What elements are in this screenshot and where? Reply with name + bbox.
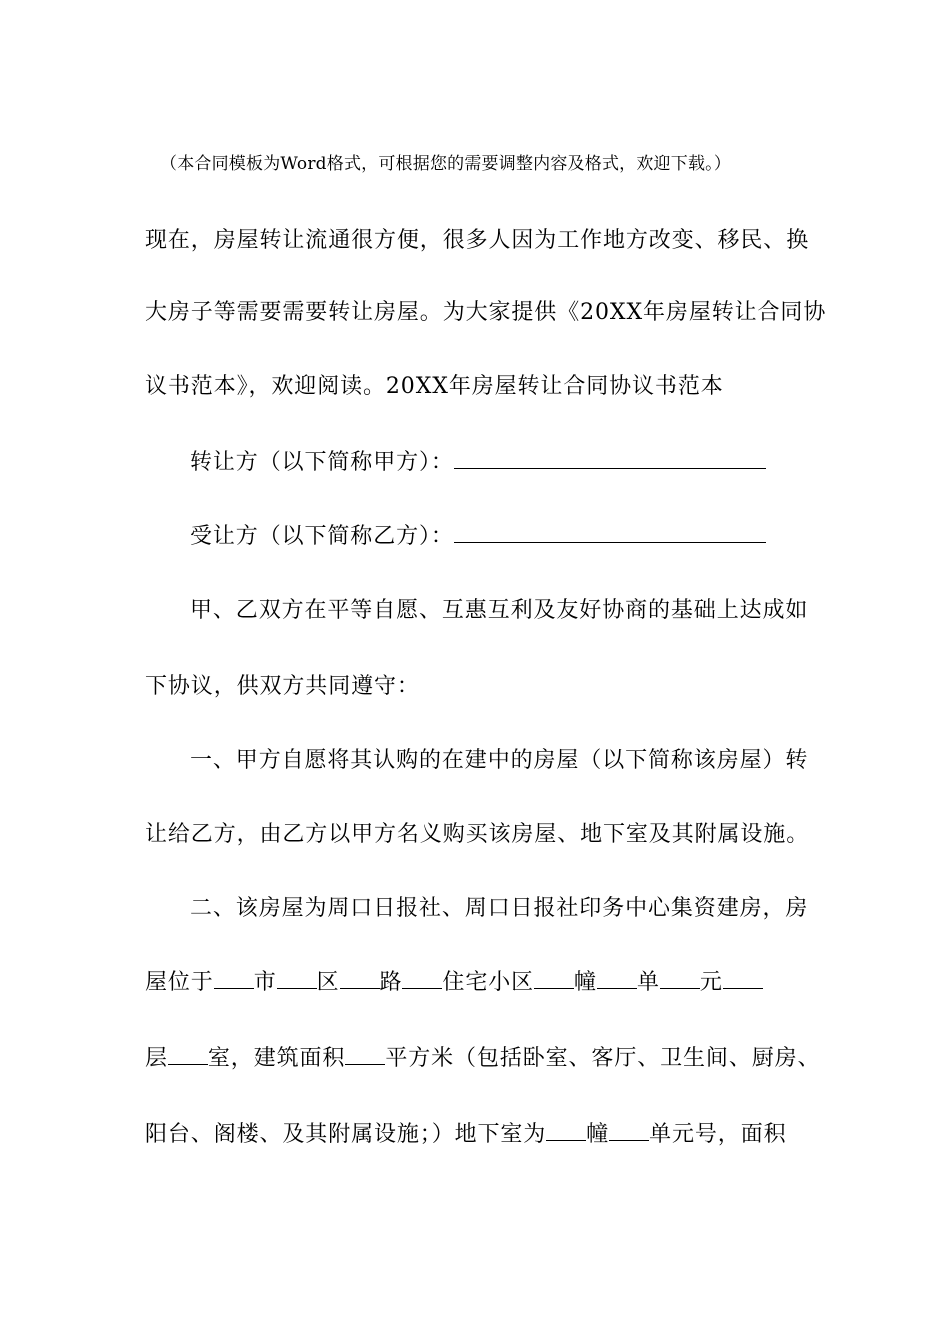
city-blank[interactable] bbox=[214, 968, 254, 989]
road-blank[interactable] bbox=[340, 968, 380, 989]
clause2-line-4 bbox=[145, 1120, 787, 1150]
transferee-line bbox=[190, 522, 766, 552]
unit-blank[interactable] bbox=[597, 968, 637, 989]
area-description: 平方米（包括卧室、客厅、卫生间、厨房、 bbox=[385, 1046, 821, 1071]
district-label: 区 bbox=[316, 970, 340, 995]
clause2-line-1: 二、该房屋为周口日报社、周口日报社印务中心集资建房，房 bbox=[190, 896, 809, 921]
location-text: 屋位于 bbox=[145, 970, 214, 995]
intro-line-2: 大房子等需要需要转让房屋。为大家提供《20XX年房屋转让合同协 bbox=[145, 300, 827, 325]
district-blank[interactable] bbox=[277, 968, 317, 989]
area-blank[interactable] bbox=[345, 1044, 385, 1065]
room-blank[interactable] bbox=[168, 1044, 208, 1065]
clause1-line-2: 让给乙方，由乙方以甲方名义购买该房屋、地下室及其附属设施。 bbox=[145, 822, 810, 847]
floor-blank[interactable] bbox=[723, 968, 763, 989]
intro-line-1: 现在，房屋转让流通很方便，很多人因为工作地方改变、移民、换 bbox=[145, 228, 810, 253]
intro-line-3: 议书范本》，欢迎阅读。20XX年房屋转让合同协议书范本 bbox=[145, 374, 724, 399]
transferor-label: 转让方（以下简称甲方）： bbox=[190, 450, 454, 475]
room-area-label: 室，建筑面积 bbox=[207, 1046, 346, 1071]
city-label: 市 bbox=[253, 970, 277, 995]
basement-unit-label: 单元号，面积 bbox=[649, 1122, 787, 1147]
building-blank[interactable] bbox=[534, 968, 574, 989]
community-label: 住宅小区 bbox=[442, 970, 535, 995]
clause2-line-3 bbox=[145, 1044, 820, 1074]
transferee-blank[interactable] bbox=[454, 522, 766, 543]
unit-label-part1: 单 bbox=[636, 970, 660, 995]
transferee-label: 受让方（以下简称乙方）： bbox=[190, 524, 454, 549]
unit-label-part2: 元 bbox=[699, 970, 723, 995]
agreement-line-2: 下协议，供双方共同遵守： bbox=[145, 674, 420, 699]
unit-blank-2[interactable] bbox=[660, 968, 700, 989]
basement-text: 阳台、阁楼、及其附属设施；）地下室为 bbox=[145, 1122, 547, 1147]
clause1-line-1: 一、甲方自愿将其认购的在建中的房屋（以下简称该房屋）转 bbox=[190, 748, 809, 773]
building-label: 幢 bbox=[574, 970, 597, 995]
template-note: （本合同模板为Word格式，可根据您的需要调整内容及格式，欢迎下载。） bbox=[160, 154, 732, 174]
basement-building-label: 幢 bbox=[586, 1122, 610, 1147]
basement-unit-blank[interactable] bbox=[609, 1120, 649, 1141]
transferor-line bbox=[190, 448, 766, 478]
agreement-line-1: 甲、乙双方在平等自愿、互惠互利及友好协商的基础上达成如 bbox=[190, 598, 809, 623]
floor-label: 层 bbox=[145, 1046, 168, 1071]
transferor-blank[interactable] bbox=[454, 448, 766, 469]
road-label: 路 bbox=[379, 970, 403, 995]
community-blank[interactable] bbox=[402, 968, 442, 989]
basement-building-blank[interactable] bbox=[546, 1120, 586, 1141]
clause2-line-2 bbox=[145, 968, 763, 998]
